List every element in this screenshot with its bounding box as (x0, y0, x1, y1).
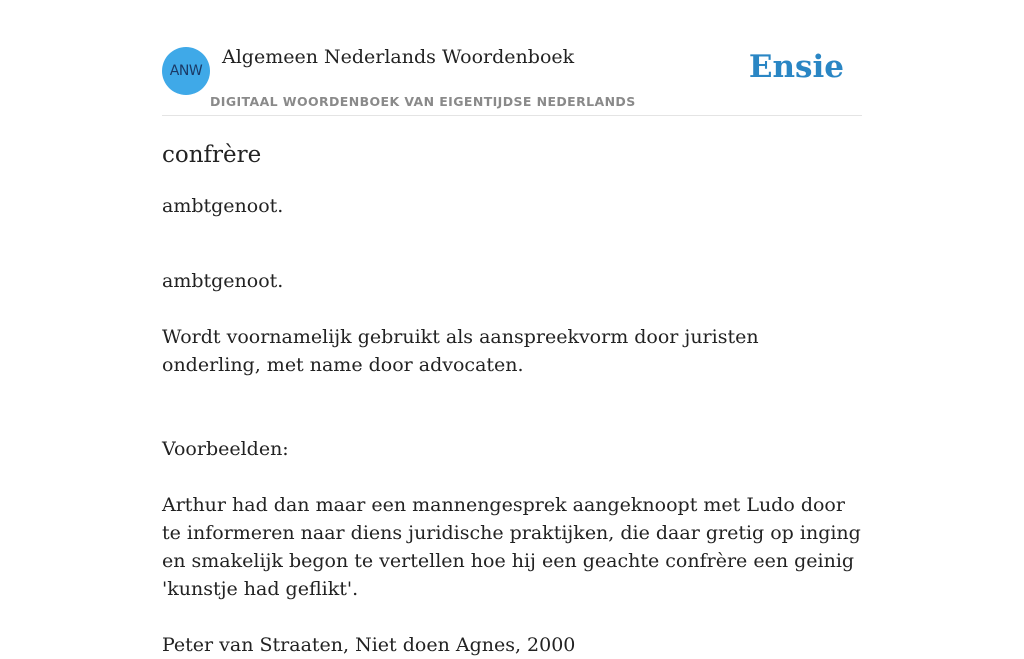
example-source: Peter van Straaten, Niet doen Agnes, 2000 (162, 634, 576, 656)
content-container (162, 0, 862, 659)
definition-text: ambtgenoot. (162, 270, 284, 292)
examples-label: Voorbeelden: (162, 438, 289, 460)
ensie-brand-link[interactable]: Ensie (748, 49, 844, 85)
anw-logo[interactable]: ANW (162, 47, 210, 95)
site-subtitle: DIGITAAL WOORDENBOEK VAN EIGENTIJDSE NEDERLANDS (210, 94, 636, 109)
page-title: confrère (162, 142, 262, 168)
example-quote: Arthur had dan maar een mannengesprek aangeknoopt met Ludo door te informeren naar diens juridische praktijken, die daar gretig op inging en smakelijk begon te vertellen hoe hij een geachte confrère een geinig 'kunstje had geflikt'. (162, 494, 861, 600)
site-header (162, 0, 862, 116)
usage-text: Wordt voornamelijk gebruikt als aanspreekvorm door juristen onderling, met name door advocaten. (162, 326, 759, 376)
site-title[interactable]: Algemeen Nederlands Woordenboek (222, 46, 575, 68)
entry-body (162, 239, 862, 659)
short-definition: ambtgenoot. (162, 195, 284, 217)
